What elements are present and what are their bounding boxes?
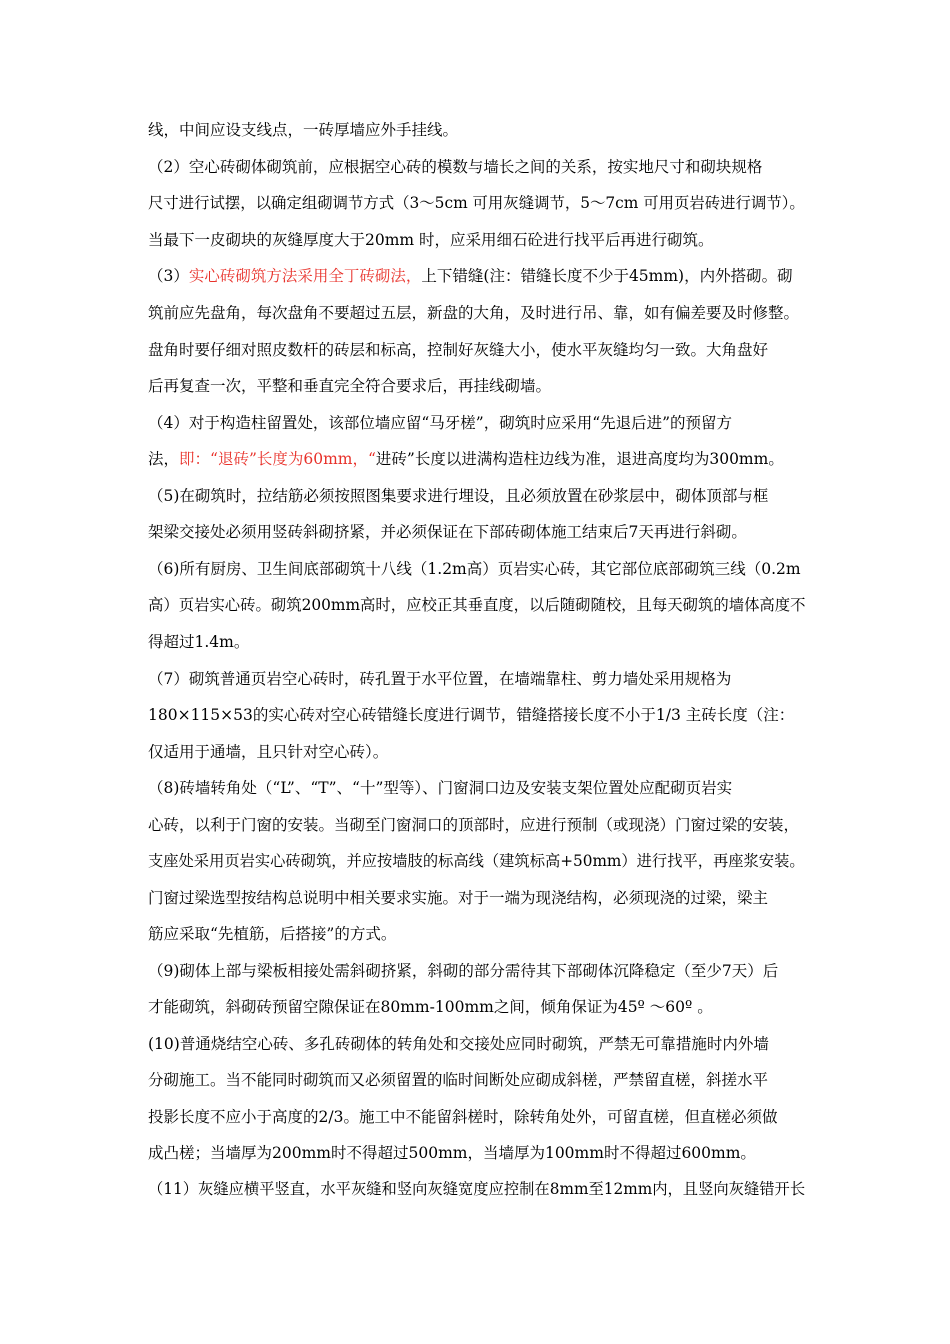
text-line-23: 筋应采取“先植筋，后搭接”的方式。 (148, 925, 397, 943)
text-line-5 (148, 266, 793, 286)
text-line-8: 后再复查一次，平整和垂直完全符合要求后，再挂线砌墙。 (148, 377, 552, 395)
highlighted-retreat-text: 即：“退砖”长度为60mm，“ (179, 450, 376, 468)
text-line-10-rest: 进砖”长度以进满构造柱边线为准，退进高度均为300mm。 (375, 450, 784, 468)
text-line-2: （2）空心砖砌体砌筑前，应根据空心砖的模数与墙长之间的关系，按实地尺寸和砌块规格 (148, 158, 763, 176)
text-line-28: 投影长度不应小于高度的2/3。施工中不能留斜槎时，除转角处外，可留直槎，但直槎必须做 (148, 1108, 778, 1126)
text-line-26: (10)普通烧结空心砖、多孔砖砌体的转角处和交接处应同时砌筑，严禁无可靠措施时内外墙 (148, 1035, 769, 1053)
highlighted-method-text: 实心砖砌筑方法采用全丁砖砌法， (188, 267, 422, 285)
text-line-17: 180×115×53的实心砖对空心砖错缝长度进行调节，错缝搭接长度不小于1/3 主砖长度（注： (148, 706, 795, 724)
paragraph-number-3: （3） (148, 267, 189, 285)
text-line-21: 支座处采用页岩实心砖砌筑，并应按墙肢的标高线（建筑标高+50mm）进行找平，再座浆安装。 (148, 852, 805, 870)
text-line-11: （5)在砌筑时，拉结筋必须按照图集要求进行埋设，且必须放置在砂浆层中，砌体顶部与框 (148, 487, 769, 505)
text-line-5-rest: 上下错缝(注：错缝长度不少于45mm)，内外搭砌。砌 (421, 267, 793, 285)
text-line-16: （7）砌筑普通页岩空心砖时，砖孔置于水平位置，在墙端靠柱、剪力墙处采用规格为 (148, 670, 732, 688)
text-line-10 (148, 449, 784, 469)
text-line-1: 线，中间应设支线点，一砖厚墙应外手挂线。 (148, 121, 459, 139)
text-line-14: 高）页岩实心砖。砌筑200mm高时，应校正其垂直度，以后随砌随校，且每天砌筑的墙体高度不 (148, 596, 806, 614)
text-line-15: 得超过1.4m。 (148, 633, 250, 651)
text-line-10-start: 法， (148, 450, 180, 468)
text-line-4: 当最下一皮砌块的灰缝厚度大于20mm 时，应采用细石砼进行找平后再进行砌筑。 (148, 231, 714, 249)
text-line-22: 门窗过梁选型按结构总说明中相关要求实施。对于一端为现浇结构，必须现浇的过梁，梁主 (148, 889, 769, 907)
text-line-6: 筑前应先盘角，每次盘角不要超过五层，新盘的大角，及时进行吊、靠，如有偏差要及时修整。 (148, 304, 800, 322)
text-line-19: （8)砖墙转角处（“L”、“T”、“十”型等）、门窗洞口边及安装支架位置处应配砌页岩实 (148, 779, 733, 797)
text-line-7: 盘角时要仔细对照皮数杆的砖层和标高，控制好灰缝大小，使水平灰缝均匀一致。大角盘好 (148, 341, 769, 359)
text-line-13: （6)所有厨房、卫生间底部砌筑十八线（1.2m高）页岩实心砖，其它部位底部砌筑三线（0.2m (148, 560, 801, 578)
text-line-25: 才能砌筑，斜砌砖预留空隙保证在80mm-100mm之间，倾角保证为45º ～60º 。 (148, 998, 713, 1016)
text-line-29: 成凸槎；当墙厚为200mm时不得超过500mm，当墙厚为100mm时不得超过600mm。 (148, 1144, 756, 1162)
text-line-20: 心砖，以利于门窗的安装。当砌至门窗洞口的顶部时，应进行预制（或现浇）门窗过梁的安装， (148, 816, 800, 834)
text-line-3: 尺寸进行试摆，以确定组砌调节方式（3～5cm 可用灰缝调节，5～7cm 可用页岩砖进行调节）。 (148, 194, 805, 212)
text-line-18: 仅适用于通墙，且只针对空心砖）。 (148, 743, 389, 761)
text-line-24: （9)砌体上部与梁板相接处需斜砌挤紧，斜砌的部分需待其下部砌体沉降稳定（至少7天）后 (148, 962, 779, 980)
text-line-9: （4）对于构造柱留置处，该部位墙应留“马牙槎”，砌筑时应采用“先退后进”的预留方 (148, 414, 733, 432)
text-line-27: 分砌施工。当不能同时砌筑而又必须留置的临时间断处应砌成斜槎，严禁留直槎，斜搓水平 (148, 1071, 769, 1089)
text-line-12: 架梁交接处必须用竖砖斜砌挤紧，并必须保证在下部砖砌体施工结束后7天再进行斜砌。 (148, 523, 747, 541)
text-line-30: （11）灰缝应横平竖直，水平灰缝和竖向灰缝宽度应控制在8mm至12mm内，且竖向灰缝错开长 (148, 1180, 806, 1198)
